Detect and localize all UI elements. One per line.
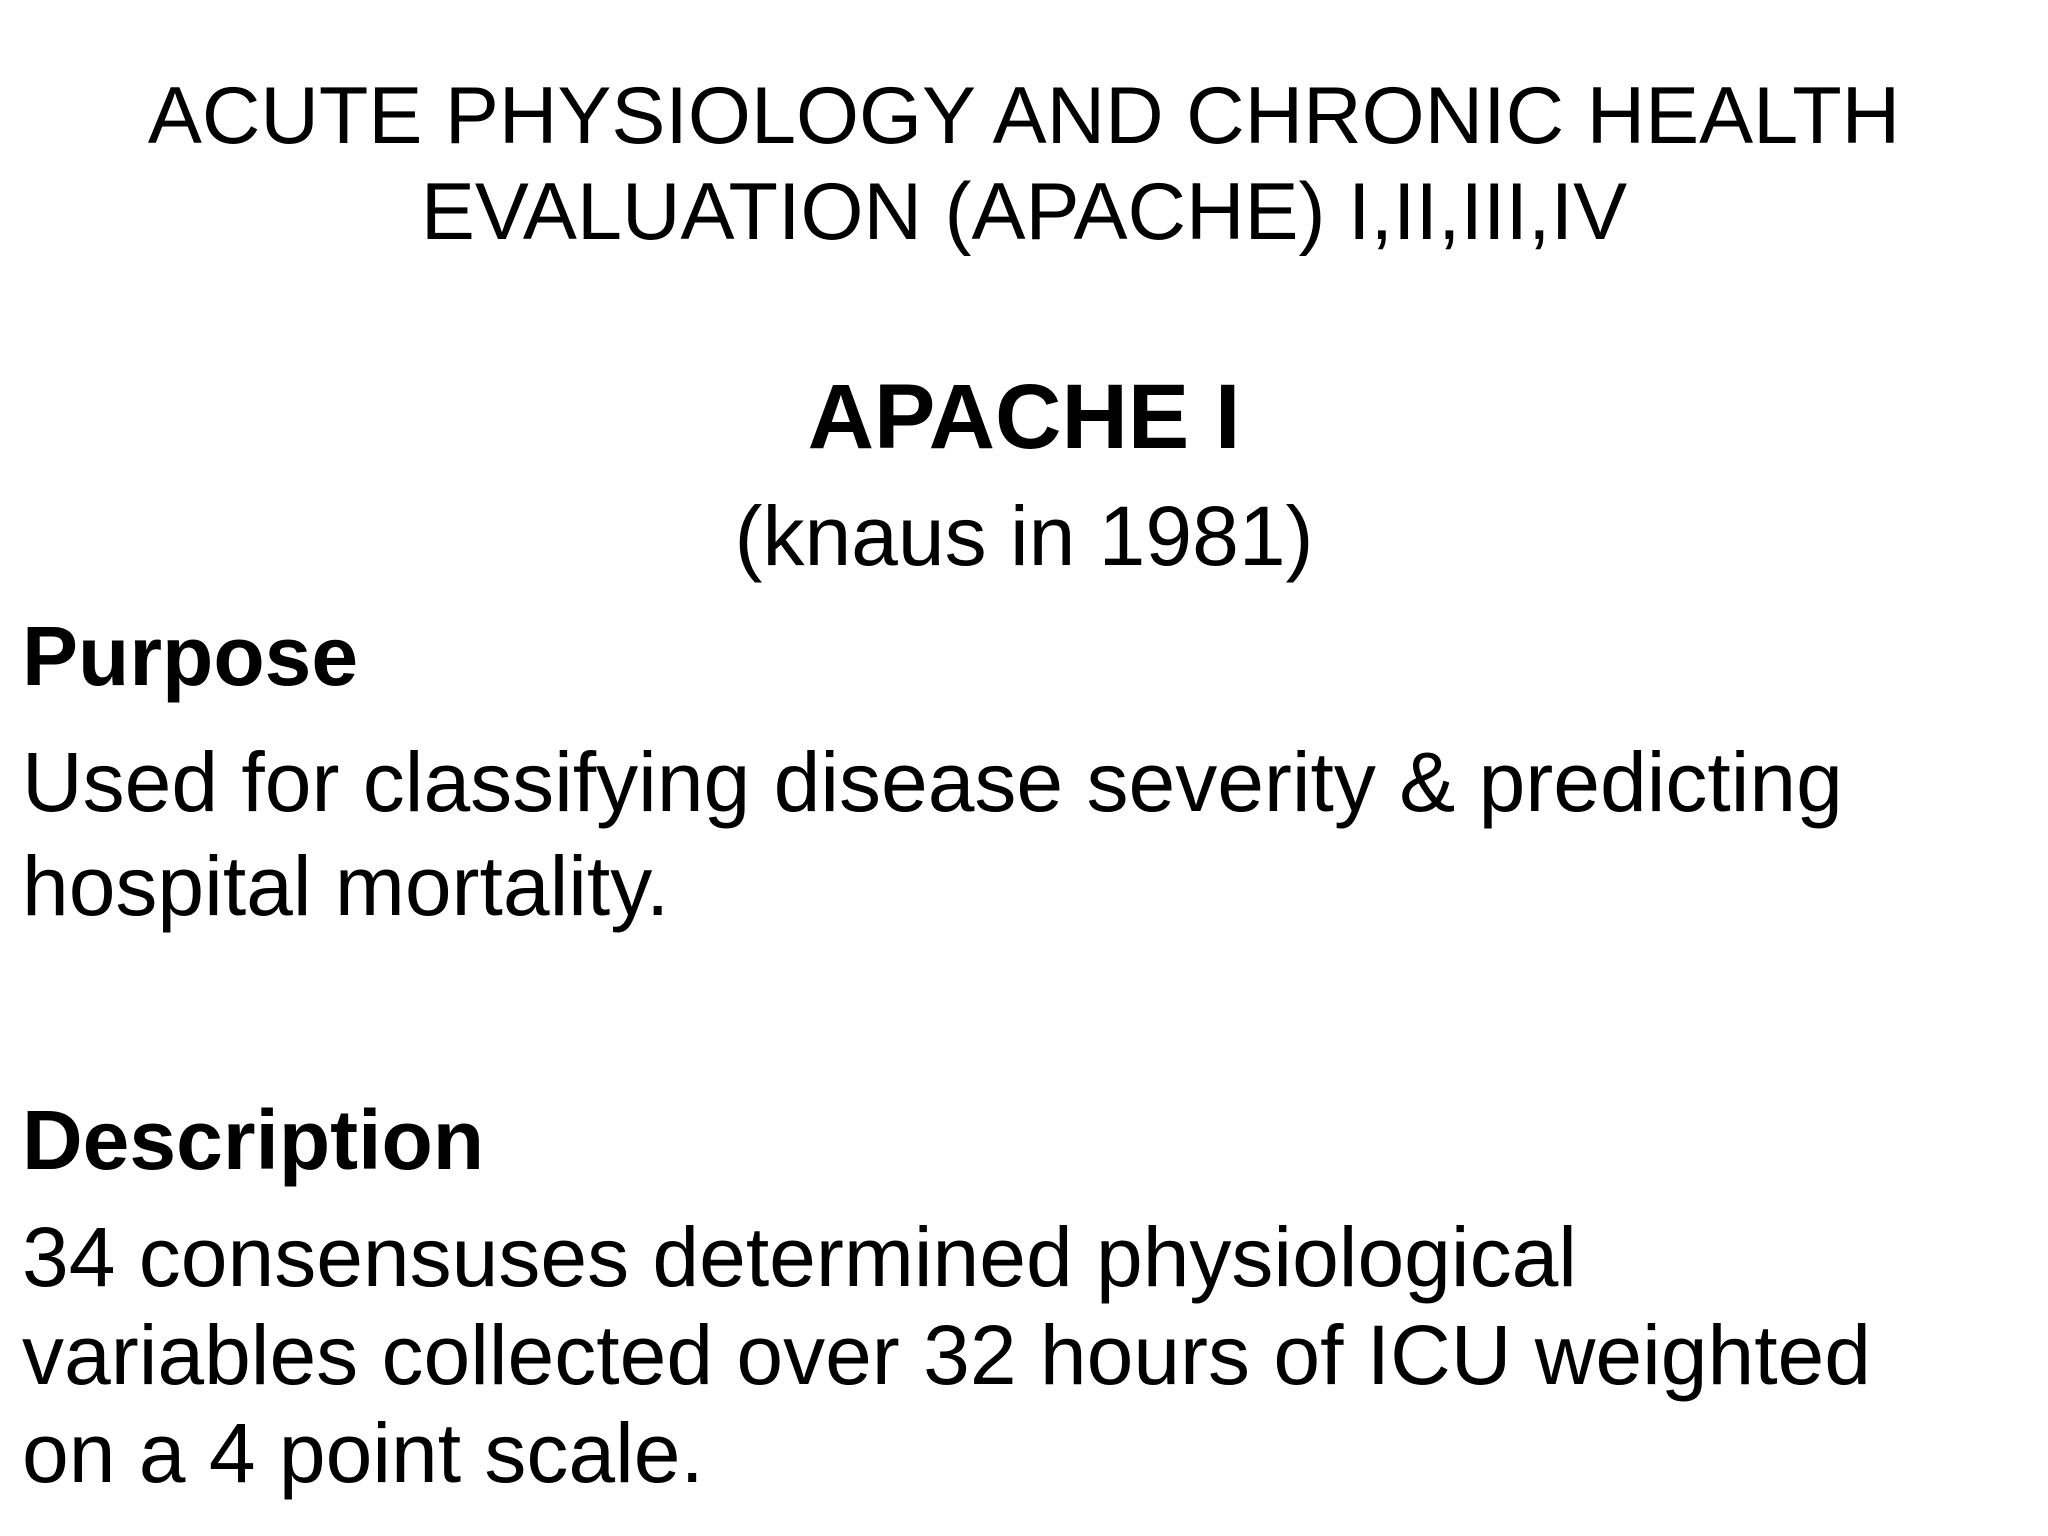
- description-text-line-3: on a 4 point scale.: [22, 1406, 704, 1500]
- purpose-text: [22, 730, 2032, 938]
- slide-title-line-2: EVALUATION (APACHE) I,II,III,IV: [420, 167, 1628, 257]
- purpose-text-line-2: hospital mortality.: [22, 839, 670, 933]
- description-text-line-1: 34 consensuses determined physiological: [22, 1210, 1577, 1304]
- slide-title: [0, 68, 2048, 260]
- section-title: APACHE I: [807, 366, 1241, 468]
- section-note: (knaus in 1981): [734, 489, 1314, 583]
- description-heading: Description: [22, 1093, 485, 1187]
- purpose-text-line-1: Used for classifying disease severity & predicting: [22, 735, 1843, 829]
- slide-title-line-1: ACUTE PHYSIOLOGY AND CHRONIC HEALTH: [147, 71, 1901, 161]
- description-text: [22, 1208, 2032, 1502]
- description-text-line-2: variables collected over 32 hours of ICU weighted: [22, 1308, 1871, 1402]
- purpose-heading: Purpose: [22, 609, 359, 703]
